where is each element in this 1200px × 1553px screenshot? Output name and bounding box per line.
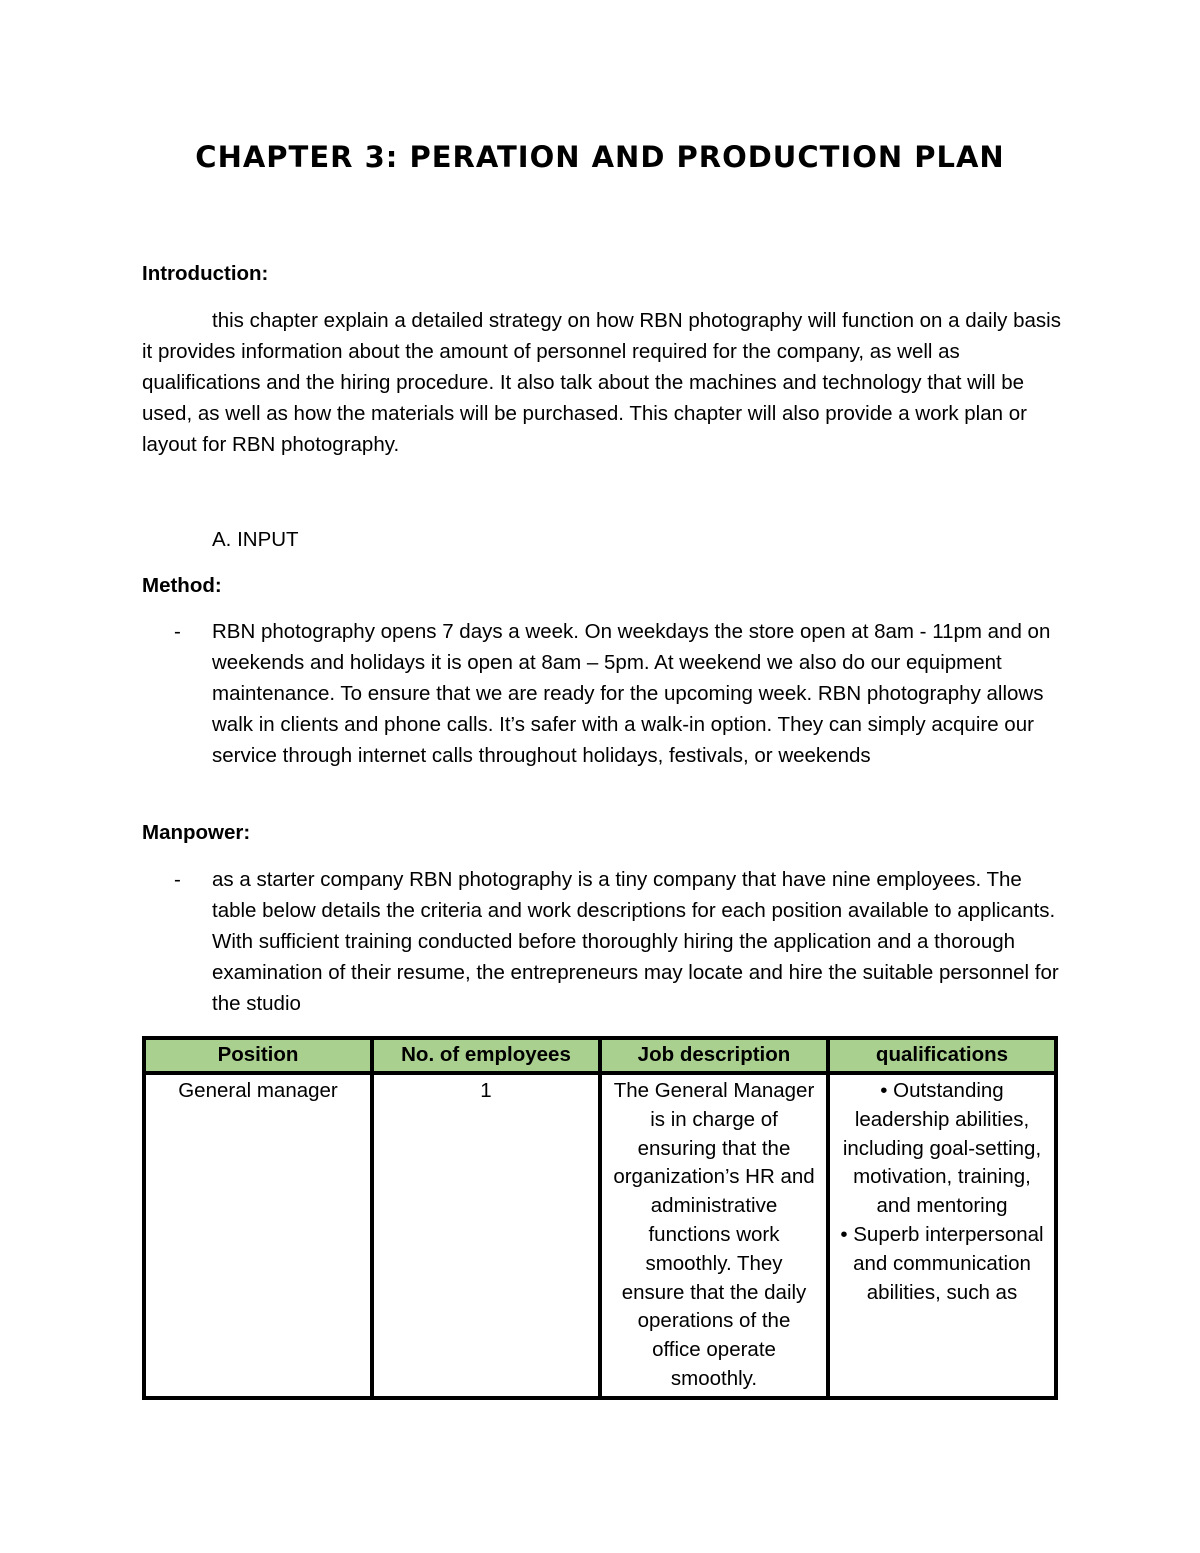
- header-position: Position: [144, 1038, 372, 1073]
- qualification-item: • Superb interpersonal and communication abilities, such as: [840, 1222, 1044, 1304]
- qualification-item: • Outstanding leadership abilities, including goal-setting, motivation, training, and mentoring: [842, 1079, 1042, 1218]
- bullet-dash: -: [174, 620, 181, 643]
- introduction-paragraph: [142, 305, 1062, 460]
- header-qualifications: qualifications: [828, 1038, 1056, 1073]
- cell-position: General manager: [144, 1073, 372, 1398]
- bullet-dash: -: [174, 868, 181, 891]
- header-no-of-employees: No. of employees: [372, 1038, 600, 1073]
- manpower-heading: Manpower:: [142, 821, 251, 844]
- personnel-table: [142, 1036, 1058, 1400]
- method-heading: Method:: [142, 574, 222, 597]
- chapter-title: CHAPTER 3: PERATION AND PRODUCTION PLAN: [195, 140, 1005, 174]
- cell-job-description: The General Manager is in charge of ensuring that the organization’s HR and administrative functions work smoothly. They ensure that the daily operations of the office operate smoothly.: [600, 1073, 828, 1398]
- table-header-row: [144, 1038, 1056, 1073]
- manpower-bullet: [142, 864, 1062, 1019]
- section-a-heading: A. INPUT: [212, 528, 299, 551]
- table-row: [144, 1073, 1056, 1398]
- introduction-text: this chapter explain a detailed strategy on how RBN photography will function on a daily basis it provides information about the amount of personnel required for the company, as well as qualifications and the hiring procedure. It also talk about the machines and technology that will be used, as well as how the materials will be purchased. This chapter will also provide a work plan or layout for RBN photography.: [142, 309, 1061, 456]
- cell-qualifications: [828, 1073, 1056, 1398]
- introduction-heading: Introduction:: [142, 262, 269, 285]
- method-bullet: [142, 616, 1062, 771]
- manpower-text: as a starter company RBN photography is a tiny company that have nine employees. The table below details the criteria and work descriptions for each position available to applicants. With sufficient training conducted before thoroughly hiring the application and a thorough examination of their resume, the entrepreneurs may locate and hire the suitable personnel for the studio: [212, 868, 1059, 1015]
- header-job-description: Job description: [600, 1038, 828, 1073]
- cell-count: 1: [372, 1073, 600, 1398]
- method-text: RBN photography opens 7 days a week. On weekdays the store open at 8am - 11pm and on weekends and holidays it is open at 8am – 5pm. At weekend we also do our equipment maintenance. To ensure that we are ready for the upcoming week. RBN photography allows walk in clients and phone calls. It’s safer with a walk-in option. They can simply acquire our service through internet calls throughout holidays, festivals, or weekends: [212, 620, 1051, 767]
